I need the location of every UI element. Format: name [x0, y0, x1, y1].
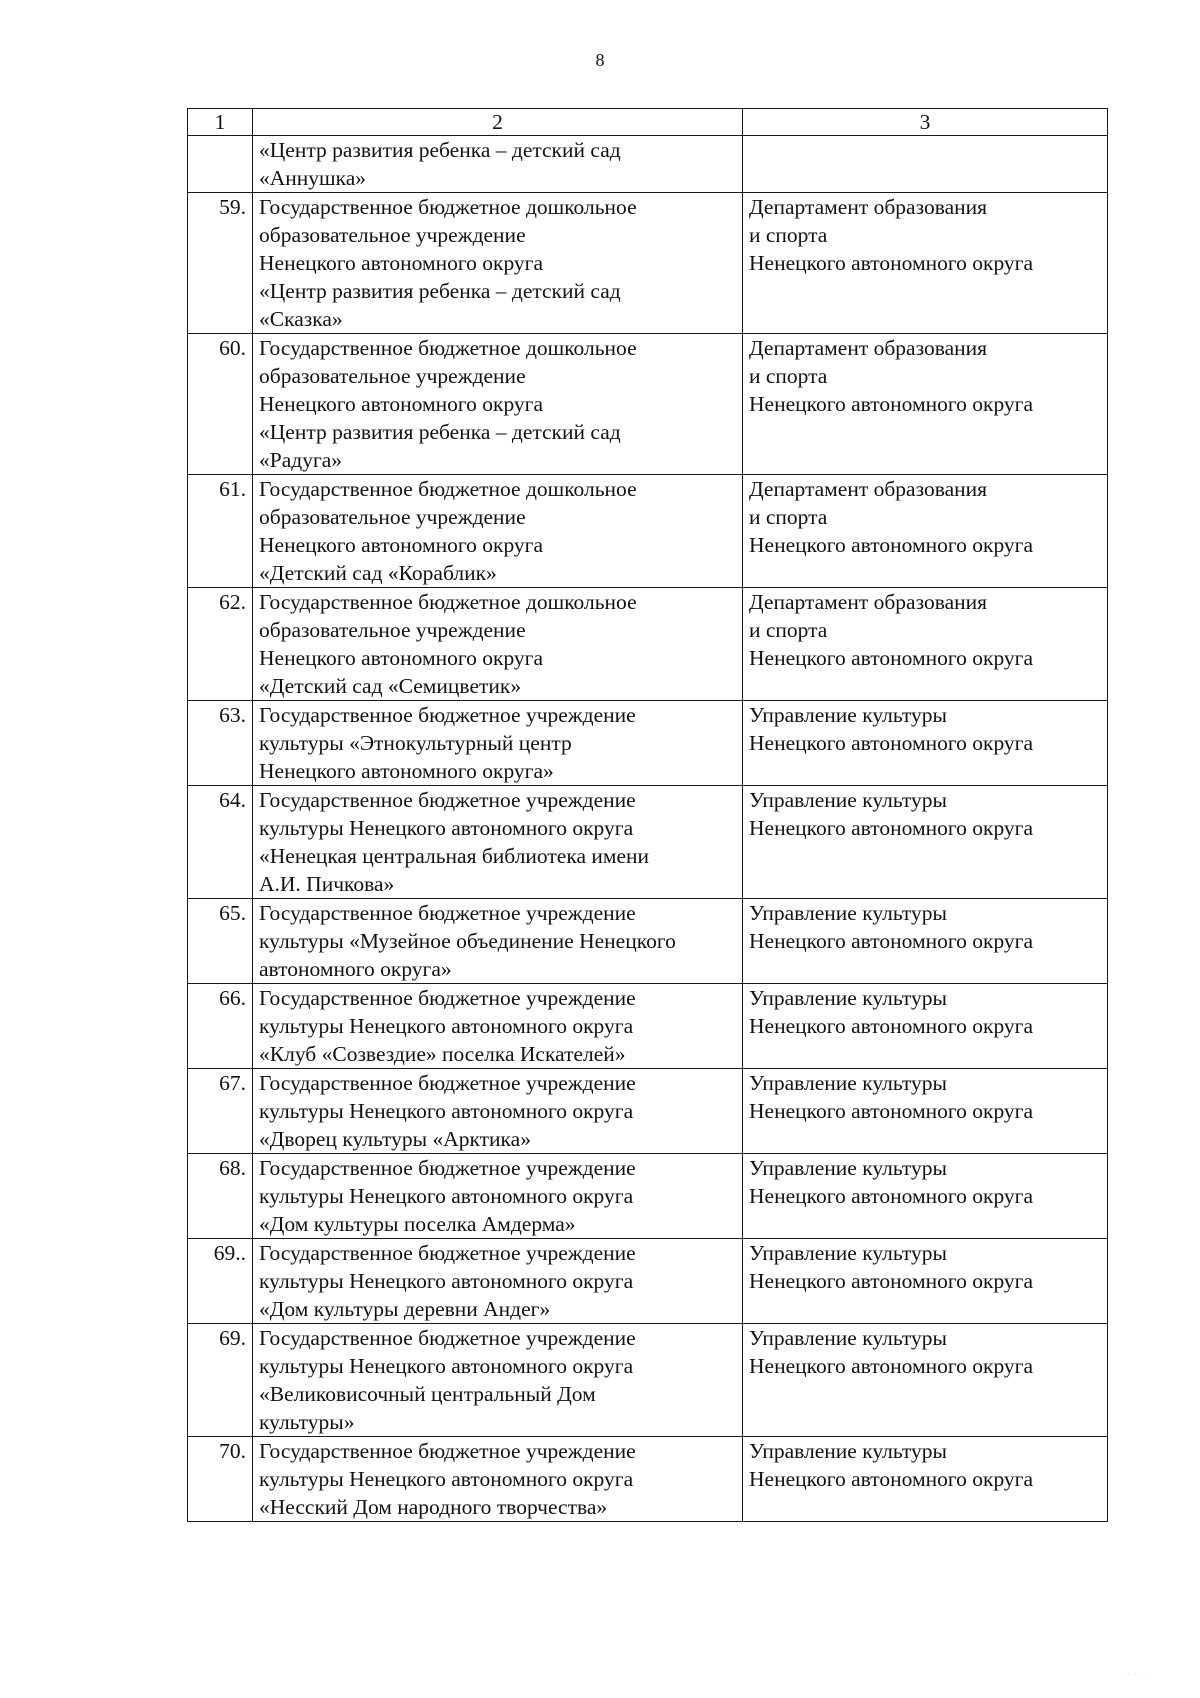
institution-name-cell — [253, 701, 743, 786]
table-row — [188, 136, 1108, 193]
institution-name-line: культуры Ненецкого автономного округа — [259, 1099, 634, 1123]
department-line: Управление культуры — [749, 788, 947, 812]
institution-name-line: Государственное бюджетное дошкольное — [259, 590, 637, 614]
institution-name-line: культуры» — [259, 1410, 355, 1434]
institution-name-line: А.И. Пичкова» — [259, 872, 395, 896]
institution-name-cell — [253, 475, 743, 588]
department-line: Управление культуры — [749, 986, 947, 1010]
department-line: Ненецкого автономного округа — [749, 816, 1034, 840]
institution-name-line: образовательное учреждение — [259, 505, 526, 529]
institution-name-line: Ненецкого автономного округа — [259, 533, 544, 557]
department-line: Ненецкого автономного округа — [749, 1099, 1034, 1123]
department-line: Управление культуры — [749, 1439, 947, 1463]
institution-name-line: Государственное бюджетное учреждение — [259, 986, 636, 1010]
row-number-cell: 65. — [188, 899, 253, 984]
institution-name-line: «Дворец культуры «Арктика» — [259, 1127, 531, 1151]
institution-name-line: «Дом культуры деревни Андег» — [259, 1297, 551, 1321]
department-line: Управление культуры — [749, 901, 947, 925]
institution-name-cell — [253, 1239, 743, 1324]
institution-name-line: «Несский Дом народного творчества» — [259, 1495, 608, 1519]
row-number-cell: 66. — [188, 984, 253, 1069]
institution-name-line: образовательное учреждение — [259, 364, 526, 388]
institution-name-line: Государственное бюджетное учреждение — [259, 1326, 636, 1350]
institution-name-cell — [253, 136, 743, 193]
department-cell — [743, 1437, 1108, 1522]
department-cell — [743, 475, 1108, 588]
row-number-cell: 63. — [188, 701, 253, 786]
institution-name-line: Государственное бюджетное учреждение — [259, 901, 636, 925]
institution-name-line: «Клуб «Созвездие» поселка Искателей» — [259, 1042, 626, 1066]
institution-name-line: «Центр развития ребенка – детский сад — [259, 138, 621, 162]
department-line: и спорта — [749, 364, 828, 388]
table-row — [188, 701, 1108, 786]
institution-name-line: Государственное бюджетное дошкольное — [259, 336, 637, 360]
department-line: Ненецкого автономного округа — [749, 1354, 1034, 1378]
institution-name-cell — [253, 786, 743, 899]
department-line: Управление культуры — [749, 1241, 947, 1265]
institution-name-line: Государственное бюджетное учреждение — [259, 1071, 636, 1095]
department-line: Департамент образования — [749, 336, 988, 360]
institution-name-line: «Детский сад «Кораблик» — [259, 561, 497, 585]
department-cell — [743, 588, 1108, 701]
table-row — [188, 984, 1108, 1069]
header-cell-name: 2 — [253, 109, 743, 136]
row-number-cell: 62. — [188, 588, 253, 701]
institutions-table — [187, 108, 1108, 1522]
table-row — [188, 193, 1108, 334]
institution-name-line: культуры Ненецкого автономного округа — [259, 816, 634, 840]
table-body — [188, 109, 1108, 1522]
table-row — [188, 475, 1108, 588]
institution-name-line: Ненецкого автономного округа» — [259, 759, 554, 783]
department-line: Департамент образования — [749, 477, 988, 501]
department-line: Ненецкого автономного округа — [749, 1467, 1034, 1491]
department-line: Ненецкого автономного округа — [749, 251, 1034, 275]
department-cell — [743, 136, 1108, 193]
row-number-cell: 68. — [188, 1154, 253, 1239]
page-number: 8 — [595, 50, 605, 70]
department-line: Ненецкого автономного округа — [749, 1014, 1034, 1038]
institution-name-line: культуры Ненецкого автономного округа — [259, 1269, 634, 1293]
institution-name-cell — [253, 193, 743, 334]
table-row — [188, 1437, 1108, 1522]
table-row — [188, 1239, 1108, 1324]
department-cell — [743, 786, 1108, 899]
institution-name-cell — [253, 1154, 743, 1239]
table-row — [188, 1069, 1108, 1154]
institution-name-line: «Сказка» — [259, 307, 343, 331]
institution-name-cell — [253, 899, 743, 984]
institution-name-line: Государственное бюджетное учреждение — [259, 1156, 636, 1180]
institution-name-line: культуры Ненецкого автономного округа — [259, 1014, 634, 1038]
institution-name-line: «Великовисочный центральный Дом — [259, 1382, 596, 1406]
institution-name-line: культуры Ненецкого автономного округа — [259, 1354, 634, 1378]
table-row — [188, 334, 1108, 475]
institution-name-line: «Ненецкая центральная библиотека имени — [259, 844, 650, 868]
department-line: Ненецкого автономного округа — [749, 929, 1034, 953]
institution-name-cell — [253, 984, 743, 1069]
header-cell-number: 1 — [188, 109, 253, 136]
institution-name-line: «Дом культуры поселка Амдерма» — [259, 1212, 576, 1236]
department-line: Ненецкого автономного округа — [749, 392, 1034, 416]
department-line: Ненецкого автономного округа — [749, 1184, 1034, 1208]
institution-name-cell — [253, 1069, 743, 1154]
department-line: Управление культуры — [749, 1326, 947, 1350]
institution-name-line: Государственное бюджетное дошкольное — [259, 477, 637, 501]
department-line: Ненецкого автономного округа — [749, 1269, 1034, 1293]
row-number-cell — [188, 136, 253, 193]
institution-name-cell — [253, 1324, 743, 1437]
institution-name-line: Государственное бюджетное учреждение — [259, 788, 636, 812]
table-row — [188, 786, 1108, 899]
institution-name-line: Ненецкого автономного округа — [259, 392, 544, 416]
department-line: Ненецкого автономного округа — [749, 646, 1034, 670]
department-line: Управление культуры — [749, 703, 947, 727]
institution-name-line: Ненецкого автономного округа — [259, 251, 544, 275]
table-row — [188, 1154, 1108, 1239]
institution-name-line: «Центр развития ребенка – детский сад — [259, 279, 621, 303]
department-cell — [743, 193, 1108, 334]
row-number-cell: 70. — [188, 1437, 253, 1522]
department-line: Управление культуры — [749, 1156, 947, 1180]
institution-name-line: Государственное бюджетное учреждение — [259, 1439, 636, 1463]
row-number-cell: 69.. — [188, 1239, 253, 1324]
row-number-cell: 69. — [188, 1324, 253, 1437]
department-line: и спорта — [749, 223, 828, 247]
institution-name-line: «Радуга» — [259, 448, 343, 472]
row-number-cell: 64. — [188, 786, 253, 899]
institution-name-line: культуры Ненецкого автономного округа — [259, 1184, 634, 1208]
department-cell — [743, 1154, 1108, 1239]
table-row — [188, 899, 1108, 984]
department-line: Управление культуры — [749, 1071, 947, 1095]
institution-name-line: образовательное учреждение — [259, 223, 526, 247]
institution-name-line: автономного округа» — [259, 957, 452, 981]
department-cell — [743, 984, 1108, 1069]
row-number-cell: 60. — [188, 334, 253, 475]
institution-name-line: Государственное бюджетное дошкольное — [259, 195, 637, 219]
institution-name-cell — [253, 334, 743, 475]
institution-name-line: культуры «Музейное объединение Ненецкого — [259, 929, 676, 953]
table-header-row — [188, 109, 1108, 136]
institution-name-line: культуры Ненецкого автономного округа — [259, 1467, 634, 1491]
institution-name-line: «Аннушка» — [259, 166, 367, 190]
department-line: Ненецкого автономного округа — [749, 533, 1034, 557]
department-line: Департамент образования — [749, 590, 988, 614]
table-row — [188, 1324, 1108, 1437]
department-line: Ненецкого автономного округа — [749, 731, 1034, 755]
institution-name-line: Государственное бюджетное учреждение — [259, 1241, 636, 1265]
department-line: и спорта — [749, 505, 828, 529]
department-cell — [743, 1239, 1108, 1324]
scan-watermark: · · · · · — [1122, 1670, 1148, 1680]
institution-name-line: Ненецкого автономного округа — [259, 646, 544, 670]
row-number-cell: 61. — [188, 475, 253, 588]
institution-name-cell — [253, 1437, 743, 1522]
department-cell — [743, 334, 1108, 475]
table-row — [188, 588, 1108, 701]
department-cell — [743, 1324, 1108, 1437]
row-number-cell: 67. — [188, 1069, 253, 1154]
header-cell-department: 3 — [743, 109, 1108, 136]
institution-name-cell — [253, 588, 743, 701]
institution-name-line: «Центр развития ребенка – детский сад — [259, 420, 621, 444]
department-cell — [743, 701, 1108, 786]
department-cell — [743, 1069, 1108, 1154]
institution-name-line: Государственное бюджетное учреждение — [259, 703, 636, 727]
institution-name-line: «Детский сад «Семицветик» — [259, 674, 522, 698]
row-number-cell: 59. — [188, 193, 253, 334]
department-cell — [743, 899, 1108, 984]
institution-name-line: культуры «Этнокультурный центр — [259, 731, 572, 755]
department-line: Департамент образования — [749, 195, 988, 219]
department-line: и спорта — [749, 618, 828, 642]
institution-name-line: образовательное учреждение — [259, 618, 526, 642]
